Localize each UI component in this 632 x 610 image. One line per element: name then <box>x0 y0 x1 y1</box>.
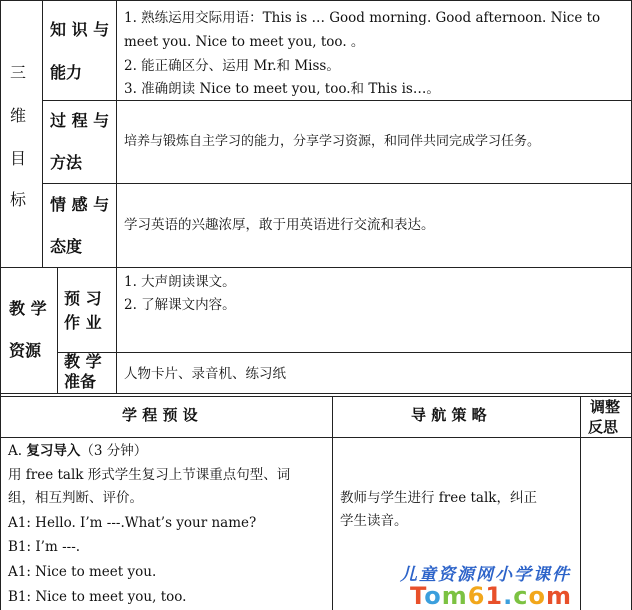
watermark-bottom <box>410 582 572 610</box>
border <box>0 437 632 438</box>
section-a-name: 复习导入 <box>26 443 81 459</box>
preview-label: 预 习 <box>64 289 102 308</box>
dialogue-line: B1: I’m ---. <box>8 539 81 555</box>
border <box>42 100 632 101</box>
process-label: 过 程 与 <box>50 111 110 130</box>
dialogue-line: B1: Nice to meet you, too. <box>8 589 187 605</box>
goals-label-char: 目 <box>10 149 27 168</box>
header-course-plan: 学 程 预 设 <box>122 406 198 424</box>
header-strategy: 导 航 策 略 <box>411 406 487 424</box>
border <box>0 393 632 394</box>
process-text: 培养与锻炼自主学习的能力，分享学习资源，和同伴共同完成学习任务。 <box>124 134 541 149</box>
border <box>116 0 117 267</box>
dialogue-line: A1: Hello. I’m ---.What’s your name? <box>8 515 257 531</box>
border <box>42 183 632 184</box>
border <box>332 396 333 610</box>
header-adjust: 调整 <box>590 398 621 416</box>
knowledge-item: 3. 准确朗读 Nice to meet you, too.和 This is…。 <box>124 81 440 97</box>
emotion-text: 学习英语的兴趣浓厚，敢于用英语进行交流和表达。 <box>124 217 435 233</box>
knowledge-item: 2. 能正确区分、运用 Mr.和 Miss。 <box>124 58 340 74</box>
border <box>0 267 632 268</box>
knowledge-label: 知 识 与 <box>50 20 110 39</box>
process-label: 方法 <box>50 153 83 172</box>
border <box>0 0 632 1</box>
resources-label: 资源 <box>9 341 42 360</box>
knowledge-item: 1. 熟练运用交际用语：This is … Good morning. Good afternoon. Nice to <box>124 10 601 26</box>
goals-label-char: 维 <box>10 106 27 125</box>
section-a-duration: （3 分钟） <box>80 443 148 459</box>
emotion-label: 态度 <box>50 237 83 256</box>
section-a-desc: 组，相互判断、评价。 <box>8 490 143 506</box>
goals-label-char: 三 <box>10 63 27 82</box>
section-a-title <box>8 442 147 460</box>
preparation-label: 准备 <box>64 372 97 391</box>
knowledge-label: 能力 <box>50 63 83 82</box>
border <box>116 267 117 394</box>
goals-label-char: 标 <box>10 190 27 209</box>
header-reflect: 反思 <box>588 418 619 436</box>
resources-label: 教 学 <box>9 299 47 318</box>
knowledge-item: meet you. Nice to meet you, too. 。 <box>124 34 365 50</box>
preview-item: 2. 了解课文内容。 <box>124 297 236 313</box>
strategy-text: 教师与学生进行 free talk，纠正 <box>340 490 537 506</box>
border <box>42 0 43 267</box>
section-a-prefix: A. <box>8 443 23 459</box>
preview-label: 作 业 <box>64 313 102 332</box>
preparation-label: 教 学 <box>64 352 102 371</box>
dialogue-line: A1: Nice to meet you. <box>8 564 157 580</box>
watermark-bottom-text: Tom61.com <box>410 582 572 610</box>
emotion-label: 情 感 与 <box>50 195 110 214</box>
watermark-top: 儿童资源网小学课件 <box>400 565 571 585</box>
border <box>0 0 1 610</box>
preparation-text: 人物卡片、录音机、练习纸 <box>124 366 286 382</box>
section-a-desc: 用 free talk 形式学生复习上节课重点句型、词 <box>8 467 291 483</box>
strategy-text: 学生读音。 <box>340 513 408 529</box>
site-watermark <box>400 560 632 610</box>
preview-item: 1. 大声朗读课文。 <box>124 274 236 290</box>
border <box>57 352 632 353</box>
border <box>57 267 58 394</box>
border <box>0 396 632 397</box>
